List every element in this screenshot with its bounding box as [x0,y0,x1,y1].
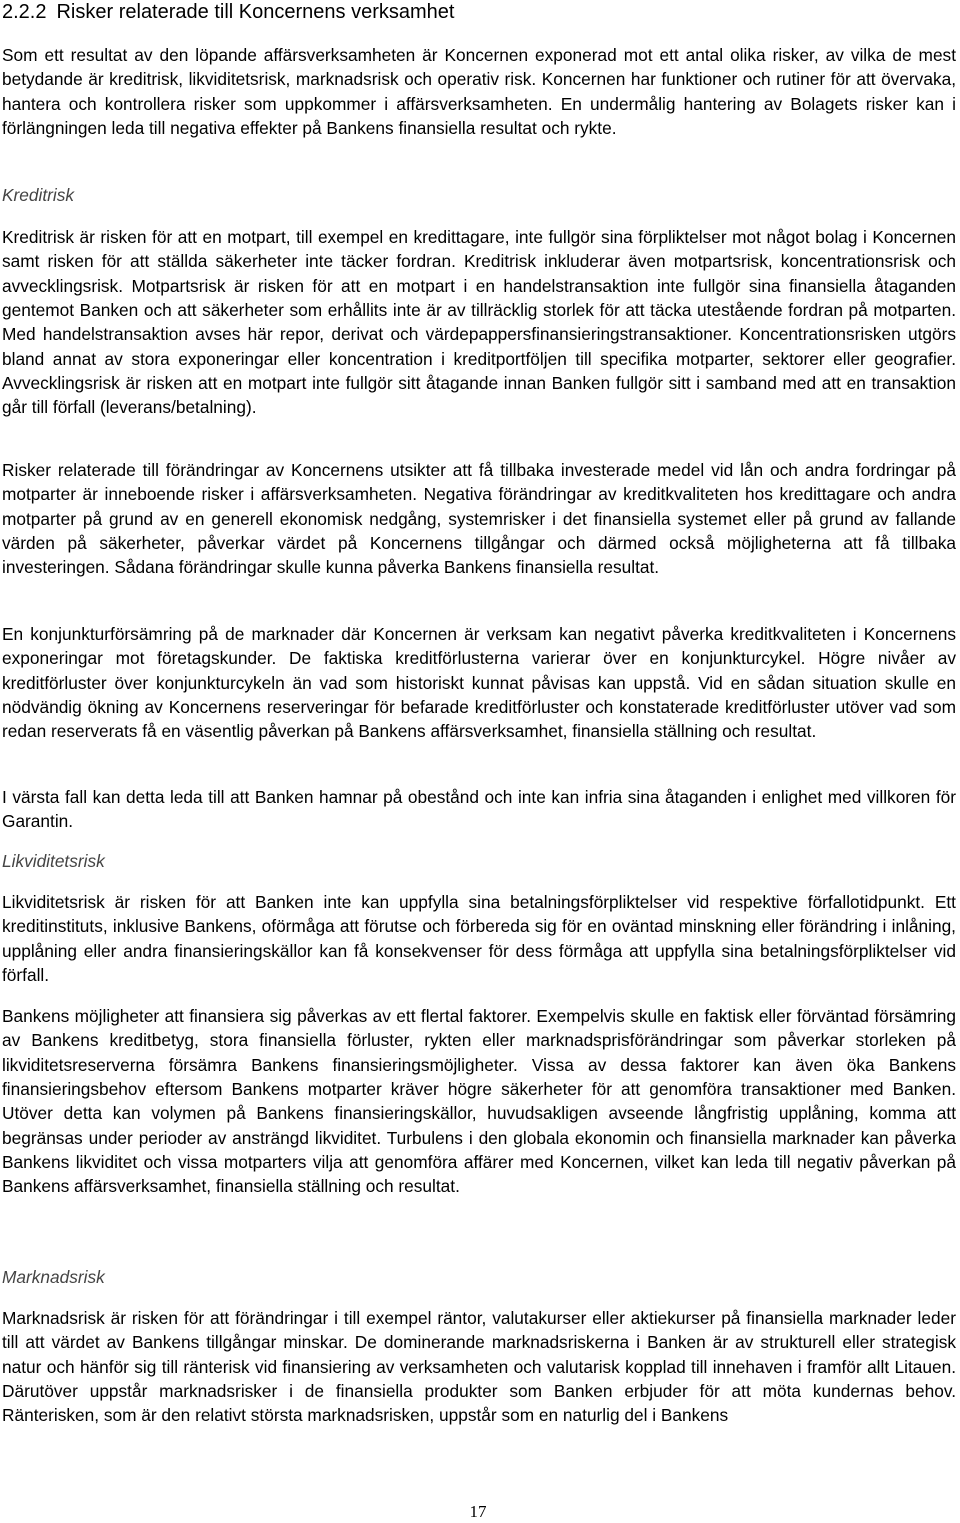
section-title: Risker relaterade till Koncernens verksamhet [56,1,455,23]
intro-paragraph: Som ett resultat av den löpande affärsverksamheten är Koncernen exponerad mot ett antal olika risker, av vilka de mest betydande är kreditrisk, likviditetsrisk, marknadsrisk och operativ risk. Koncernen har funktioner och rutiner för att övervaka, hantera och kontrollera risker som uppkommer i affärsverksamheten. En undermålig hantering av Bolagets risker kan i förlängningen leda till negativa effekter på Bankens finansiella resultat och rykte. [2,45,956,139]
kreditrisk-paragraph-4: I värsta fall kan detta leda till att Banken hamnar på obestånd och inte kan infria sina åtaganden i enlighet med villkoren för Garantin. [2,787,956,832]
kreditrisk-paragraph-2: Risker relaterade till förändringar av Koncernens utsikter att få tillbaka investerade medel vid lån och andra fordringar på motparter är inneboende risker i affärsverksamheten. Negativa förändringar av kreditkvaliteten hos kredittagare och andra motparter på grund av en generell ekonomisk nedgång, systemrisker i det finansiella systemet eller på grund av fallande värden på säkerheter, påverkar värdet på Koncernens tillgångar och därmed också möjligheterna att få tillbaka investeringen. Sådana förändringar skulle kunna påverka Bankens finansiella resultat. [2,460,956,578]
subheading-kreditrisk: Kreditrisk [2,185,75,205]
kreditrisk-paragraph-3: En konjunkturförsämring på de marknader där Koncernen är verksam kan negativt påverka kreditkvaliteten i Koncernens exponeringar mot företagskunder. De faktiska kreditförlusterna varierar över en konjunkturcykel. Högre nivåer av kreditförluster över konjunkturcykeln än vad som historiskt kunnat påvisas kan uppstå. Vid en sådan situation skulle en nödvändig ökning av Koncernens reserveringar för befarade kreditförluster och konstaterade kreditförluster utöver vad som redan reserverats få en väsentlig påverkan på Bankens affärsverksamhet, finansiella ställning och resultat. [2,624,956,742]
kreditrisk-paragraph-1: Kreditrisk är risken för att en motpart, till exempel en kredittagare, inte fullgör sina förpliktelser mot något bolag i Koncernen samt risken för att ställda säkerheter inte täcker fordran. Kreditrisk inkluderar även motpartsrisk, koncentrationsrisk och avvecklingsrisk. Motpartsrisk är risken för att en motpart i en handelstransaktion inte fullgör sina finansiella åtaganden gentemot Banken och att säkerheter som erhållits inte är av tillräcklig storlek för att täcka utestående fordran på motparten. Med handelstransaktion avses här repor, derivat och värdepappersfinansieringstransaktioner. Koncentrationsrisken utgörs bland annat av stora exponeringar eller koncentration i kreditportföljen till specifika motparter, sektorer eller geografier. Avvecklingsrisk är risken att en motpart inte fullgör sitt åtagande innan Banken fullgör sitt i samband med att en transaktion går till förfall (leverans/betalning). [2,227,956,418]
likviditetsrisk-paragraph-2: Bankens möjligheter att finansiera sig påverkas av ett flertal faktorer. Exempelvis skulle en faktisk eller förväntad försämring av Bankens kreditbetyg, stora finansiella förluster, rykten eller marknadsprisförändringar som påverkar storleken på likviditetsreserverna försämra Bankens finansieringsmöjligheter. Vissa av dessa faktorer kan även öka Bankens finansieringsbehov eftersom Bankens motparter kräver högre säkerheter för att genomföra transaktioner med Banken. Utöver detta kan volymen på Bankens finansieringskällor, huvudsakligen avseende långfristig upplåning, komma att begränsas under perioder av ansträngd likviditet. Turbulens i den globala ekonomin och finansiella marknader kan påverka Bankens likviditet och vissa motparters vilja att genomföra affärer med Koncernen, vilket kan leda till negativ påverkan på Bankens affärsverksamhet, finansiella ställning och resultat. [2,1006,956,1197]
section-heading [2,0,454,24]
subheading-likviditetsrisk: Likviditetsrisk [2,851,105,871]
page-number: 17 [469,1502,487,1521]
marknadsrisk-paragraph-1: Marknadsrisk är risken för att förändringar i till exempel räntor, valutakurser eller aktiekurser på finansiella marknader leder till att värdet av Bankens tillgångar minskar. De dominerande marknadsriskerna i Banken är av strukturell eller strategisk natur och hänför sig till ränterisk vid finansiering av verksamheten och valutarisk kopplad till innehaven i framför allt Litauen. Därutöver uppstår marknadsrisker i de finansiella produkter som Banken erbjuder för att möta kundernas behov. Ränterisken, som är den relativt största marknadsrisken, uppstår som en naturlig del i Bankens [2,1308,956,1426]
subheading-marknadsrisk: Marknadsrisk [2,1267,105,1287]
likviditetsrisk-paragraph-1: Likviditetsrisk är risken för att Banken inte kan uppfylla sina betalningsförpliktelser vid respektive förfallotidpunkt. Ett kreditinstituts, inklusive Bankens, oförmåga att förutse och förbereda sig för en oväntad minskning eller förändring i inlåning, upplåning eller andra finansieringskällor kan få konsekvenser för dess förmåga att uppfylla sina betalningsförpliktelser vid förfall. [2,892,956,986]
section-number: 2.2.2 [2,1,47,23]
